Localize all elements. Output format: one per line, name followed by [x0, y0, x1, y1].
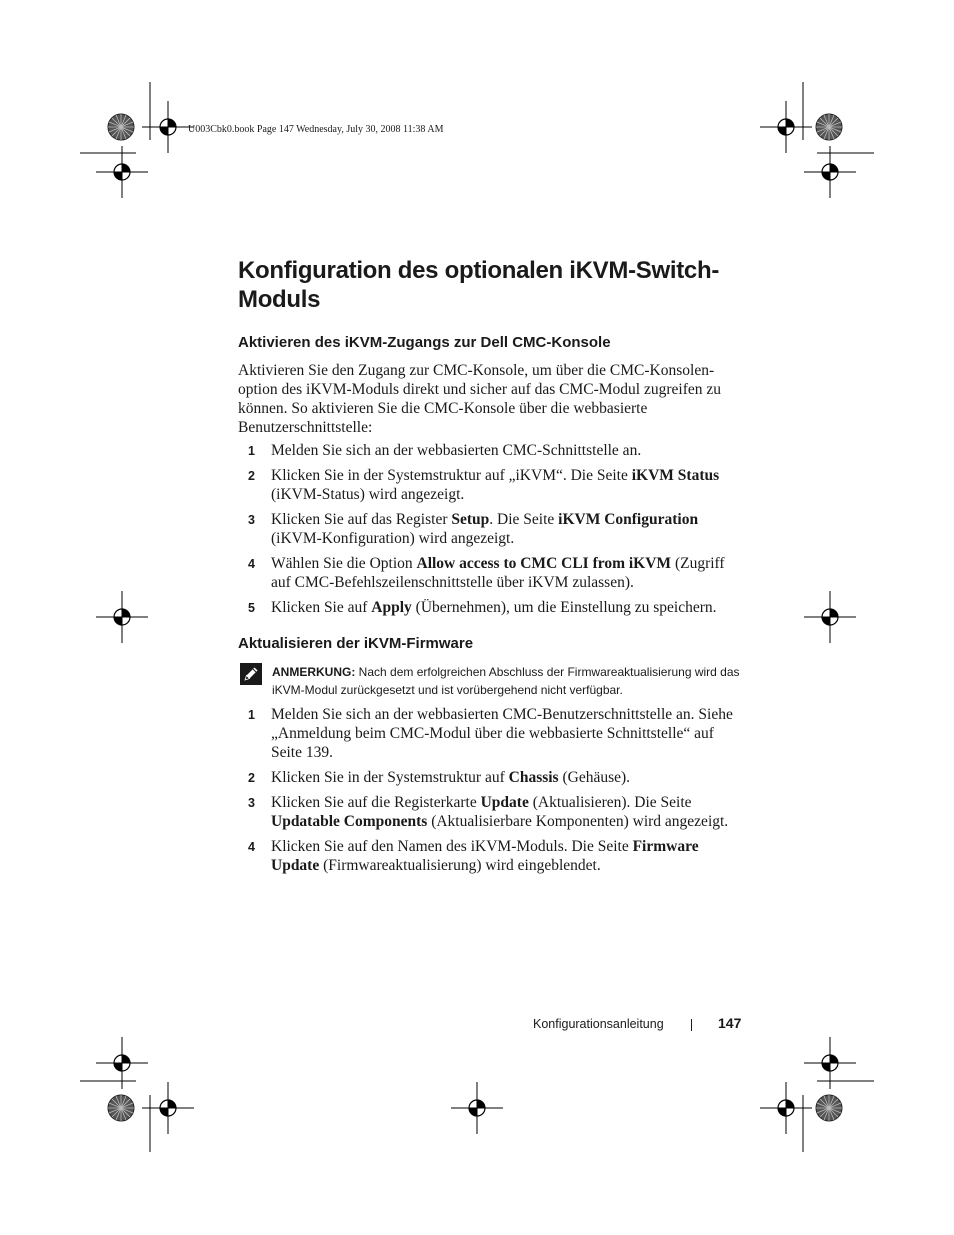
step-text: (Aktualisieren). Die Seite	[528, 794, 692, 811]
page-number: 147	[718, 1015, 742, 1031]
list-item	[248, 510, 738, 548]
footer-chapter-label: Konfigurationsanleitung	[533, 1017, 664, 1031]
list-item	[248, 705, 738, 762]
pencil-note-icon	[240, 663, 262, 685]
step-text: Klicken Sie auf das Register	[271, 511, 452, 528]
step-text: (Aktualisierbare Komponenten) wird angezeigt.	[427, 813, 729, 830]
ui-term: iKVM Status	[631, 467, 720, 484]
step-number: 1	[248, 444, 255, 458]
footer-separator	[691, 1019, 692, 1031]
step-number: 1	[248, 708, 255, 722]
note-box	[240, 663, 740, 699]
step-text: . Die Seite	[489, 511, 559, 528]
ui-term: Apply	[371, 599, 412, 616]
step-text: Klicken Sie in der Systemstruktur auf	[271, 769, 509, 786]
page-title: Konfiguration des optionalen iKVM-Switch-Moduls	[238, 257, 720, 313]
step-text: (Übernehmen), um die Einstellung zu speichern.	[411, 599, 717, 616]
ui-term: iKVM Configuration	[558, 511, 699, 528]
ui-term: Chassis	[508, 769, 559, 786]
ui-term: Update	[480, 794, 529, 811]
step-number: 3	[248, 796, 255, 810]
step-number: 2	[248, 469, 255, 483]
step-number: 4	[248, 557, 255, 571]
list-item	[248, 598, 738, 617]
step-text: Wählen Sie die Option	[271, 555, 417, 572]
note-label: ANMERKUNG:	[272, 665, 356, 679]
list-item	[248, 466, 738, 504]
book-info-header: U003Cbk0.book Page 147 Wednesday, July 30, 2008 11:38 AM	[188, 124, 444, 135]
list-item	[248, 554, 738, 592]
step-number: 4	[248, 840, 255, 854]
list-item	[248, 837, 738, 875]
note-text-block	[272, 663, 740, 699]
section-heading-ikvm-access: Aktivieren des iKVM-Zugangs zur Dell CMC-Konsole	[238, 334, 611, 351]
step-text: (Firmwareaktualisierung) wird eingeblendet.	[319, 857, 601, 874]
step-text: (iKVM-Status) wird angezeigt.	[271, 486, 465, 503]
step-text: Klicken Sie auf	[271, 599, 372, 616]
step-text: (Gehäuse).	[558, 769, 631, 786]
ui-term: Allow access to CMC CLI from iKVM	[416, 555, 672, 572]
ui-term: Setup	[451, 511, 490, 528]
list-item	[248, 768, 738, 787]
intro-paragraph: Aktivieren Sie den Zugang zur CMC-Konsole, um über die CMC-Konsolen-option des iKVM-Moduls direkt und sicher auf das CMC-Modul zugreifen zu können. So aktivieren Sie die CMC-Konsole über die webbasierte Benutzerschnittstelle:	[238, 362, 722, 436]
step-number: 3	[248, 513, 255, 527]
step-number: 5	[248, 601, 255, 615]
step-text: (iKVM-Konfiguration) wird angezeigt.	[271, 530, 515, 547]
step-text: Melden Sie sich an der webbasierten CMC-Benutzerschnittstelle an. Siehe „Anmeldung beim CMC-Modul über die webbasierte Schnittstelle“ auf Seite 139.	[271, 706, 733, 761]
step-text: Klicken Sie auf die Registerkarte	[271, 794, 481, 811]
steps-list-firmware-update	[248, 705, 738, 881]
steps-list-enable-access	[248, 441, 738, 623]
step-number: 2	[248, 771, 255, 785]
list-item	[248, 441, 738, 460]
list-item	[248, 793, 738, 831]
ui-term: Firmware Update	[271, 838, 699, 874]
step-text: (Zugriff auf CMC-Befehlszeilenschnittstelle über iKVM zulassen).	[271, 555, 725, 591]
ui-term: Updatable Components	[271, 813, 428, 830]
step-text: Klicken Sie in der Systemstruktur auf „iKVM“. Die Seite	[271, 467, 632, 484]
note-body: Nach dem erfolgreichen Abschluss der Firmwareaktualisierung wird das iKVM-Modul zurückgesetzt und ist vorübergehend nicht verfügbar.	[272, 665, 740, 697]
section-heading-firmware-update: Aktualisieren der iKVM-Firmware	[238, 635, 474, 652]
step-text: Melden Sie sich an der webbasierten CMC-Schnittstelle an.	[271, 442, 642, 459]
step-text: Klicken Sie auf den Namen des iKVM-Moduls. Die Seite	[271, 838, 633, 855]
